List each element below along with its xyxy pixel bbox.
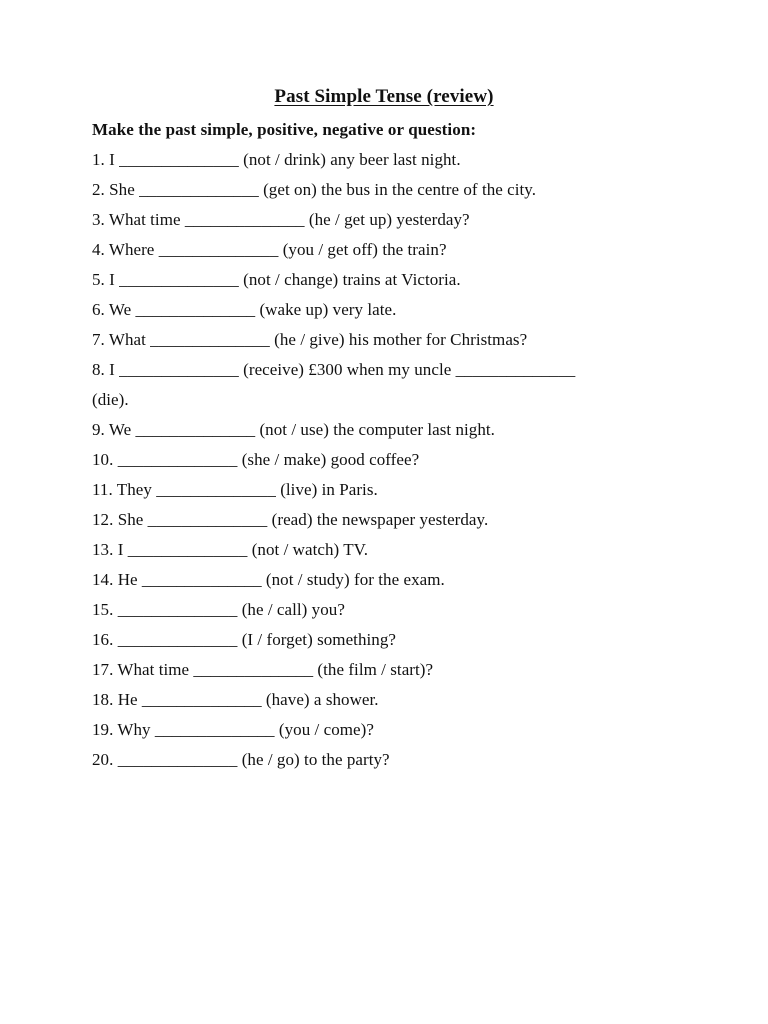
exercise-item-8-continued: (die). (92, 390, 129, 409)
exercise-item-11: 11. They ______________ (live) in Paris. (92, 480, 378, 499)
exercise-item-18: 18. He ______________ (have) a shower. (92, 690, 379, 709)
exercise-item-1: 1. I ______________ (not / drink) any beer last night. (92, 150, 461, 169)
exercise-item-16: 16. ______________ (I / forget) something? (92, 630, 396, 649)
instructions: Make the past simple, positive, negative or question: (92, 120, 477, 139)
exercise-list (92, 149, 712, 779)
exercise-item-17: 17. What time ______________ (the film / start)? (92, 660, 434, 679)
exercise-item-2: 2. She ______________ (get on) the bus in the centre of the city. (92, 180, 537, 199)
exercise-item-14: 14. He ______________ (not / study) for the exam. (92, 570, 445, 589)
exercise-item-3: 3. What time ______________ (he / get up) yesterday? (92, 210, 470, 229)
exercise-item-6: 6. We ______________ (wake up) very late. (92, 300, 397, 319)
exercise-item-15: 15. ______________ (he / call) you? (92, 600, 345, 619)
exercise-item-5: 5. I ______________ (not / change) trains at Victoria. (92, 270, 461, 289)
exercise-item-8: 8. I ______________ (receive) £300 when my uncle ______________ (92, 360, 576, 379)
exercise-item-4: 4. Where ______________ (you / get off) the train? (92, 240, 447, 259)
exercise-item-12: 12. She ______________ (read) the newspaper yesterday. (92, 510, 489, 529)
exercise-item-7: 7. What ______________ (he / give) his mother for Christmas? (92, 330, 528, 349)
worksheet-title: Past Simple Tense (review) (274, 86, 494, 107)
exercise-item-10: 10. ______________ (she / make) good coffee? (92, 450, 420, 469)
exercise-item-20: 20. ______________ (he / go) to the party? (92, 750, 390, 769)
exercise-item-19: 19. Why ______________ (you / come)? (92, 720, 374, 739)
exercise-item-9: 9. We ______________ (not / use) the computer last night. (92, 420, 495, 439)
exercise-item-13: 13. I ______________ (not / watch) TV. (92, 540, 369, 559)
